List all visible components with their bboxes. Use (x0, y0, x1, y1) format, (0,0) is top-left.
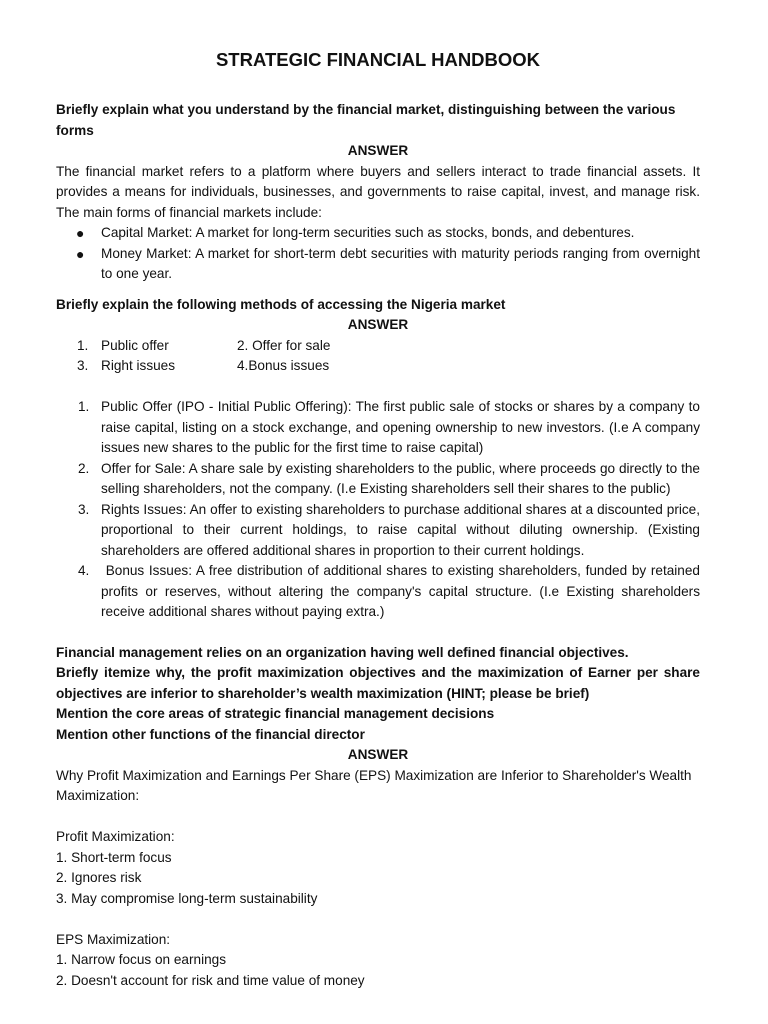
question-director-functions: Mention other functions of the financial director (56, 726, 365, 742)
answer-heading: ANSWER (347, 317, 409, 332)
list-item: 2. Offer for Sale: A share sale by existing shareholders to the public, where proceeds go directly to the selling shareholders, not the company. (I.e Existing shareholders sell their shares to the public) (78, 460, 700, 496)
list-item: 2. Ignores risk (56, 870, 142, 885)
answer-heading: ANSWER (347, 747, 409, 762)
method-item: 2. Offer for sale (237, 337, 331, 353)
question-profit-maximization: Briefly itemize why, the profit maximization objectives and the maximization of Earner per share objectives are inferior to shareholder’s wealth maximization (HINT; please be brief) (56, 665, 700, 701)
bullet-icon: ● (76, 245, 85, 262)
list-item: 3. May compromise long-term sustainability (56, 890, 318, 906)
question-core-areas: Mention the core areas of strategic financial management decisions (56, 706, 495, 721)
question-objectives: Financial management relies on an organization having well defined financial objectives. (56, 644, 629, 660)
list-item: 3. Rights Issues: An offer to existing shareholders to purchase additional shares at a discounted price, proportional to their current holdings, to raise capital without diluting ownership. (Existing shareholders are offered additional shares in proportion to their current holdings. (78, 501, 700, 558)
list-item: 4. Bonus Issues: A free distribution of additional shares to existing shareholders, funded by retained profits or reserves, without altering the company's capital structure. (I.e Existing shareholders receive additional shares without paying extra.) (78, 563, 704, 619)
bullet-icon: ● (76, 225, 85, 241)
list-item: ● Capital Market: A market for long-term securities such as stocks, bonds, and debentures. (56, 223, 700, 244)
list-item: 1. Short-term focus (56, 849, 172, 865)
method-item: 1. Public offer (77, 337, 169, 353)
methods-explanation-list (56, 397, 704, 623)
methods-grid (56, 336, 700, 377)
method-item: 4.Bonus issues (237, 358, 330, 373)
list-item: 1. Public Offer (IPO - Initial Public Offering): The first public sale of stocks or shares by a company to raise capital, listing on a stock exchange, and opening ownership to new investors. (I.e A company issues new shares to the public for the first time to raise capital) (78, 399, 700, 455)
method-item: 3. Right issues (77, 358, 176, 373)
list-item: 2. Doesn't account for risk and time value of money (56, 972, 365, 988)
profit-maximization-heading: Profit Maximization: (56, 829, 175, 844)
list-item: 1. Narrow focus on earnings (56, 952, 227, 967)
question-accessing-market: Briefly explain the following methods of accessing the Nigeria market (56, 296, 506, 312)
answer-intro: Why Profit Maximization and Earnings Per Share (EPS) Maximization are Inferior to Shareholder's Wealth Maximization: (56, 767, 692, 803)
list-item: ● Money Market: A market for short-term debt securities with maturity periods ranging from overnight to one year. (76, 245, 700, 281)
answer-heading: ANSWER (347, 143, 409, 158)
document-page (56, 46, 704, 991)
market-forms-list (56, 223, 700, 285)
question-financial-market: Briefly explain what you understand by the financial market, distinguishing between the various forms (56, 102, 676, 138)
document-title: STRATEGIC FINANCIAL HANDBOOK (215, 49, 541, 70)
financial-market-paragraph: The financial market refers to a platform where buyers and sellers interact to trade financial assets. It provides a means for individuals, businesses, and governments to raise capital, invest, and manage risk. The main forms of financial markets include: (56, 163, 700, 220)
eps-maximization-heading: EPS Maximization: (56, 931, 171, 947)
